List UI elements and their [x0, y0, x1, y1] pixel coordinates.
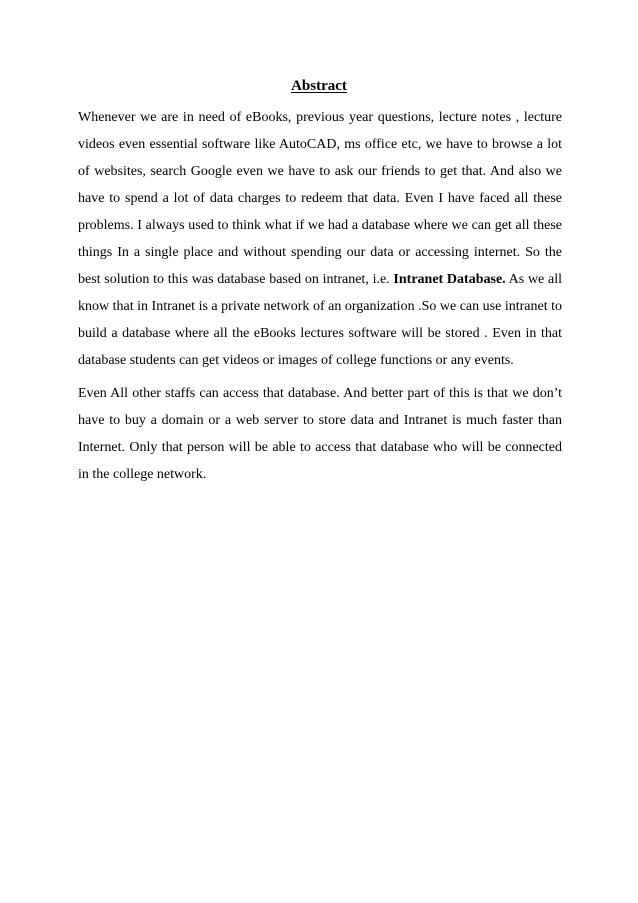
- page-title: Abstract: [291, 78, 347, 94]
- paragraph-1-text-after-bold: As we all know that in Intranet is a private network of an organization .So we can use intranet to build a database where all the eBooks lectures software will be stored . Even in that database students can get videos or images of college functions or any events.: [78, 272, 563, 368]
- paragraph-1-text-before-bold: Whenever we are in need of eBooks, previous year questions, lecture notes , lecture videos even essential software like AutoCAD, ms office etc, we have to browse a lot of websites, search Google even we have to ask our friends to get that. And also we have to spend a lot of data charges to redeem that data. Even I have faced all these problems. I always used to think what if we had a database where we can get all these things In a single place and without spending our data or accessing internet. So the best solution to this was database based on intranet, i.e.: [78, 110, 562, 287]
- abstract-paragraph-1: [78, 104, 562, 374]
- abstract-paragraph-2: Even All other staffs can access that database. And better part of this is that we don’t have to buy a domain or a web server to store data and Intranet is much faster than Internet. Only that person will be able to access that database who will be connected in the college network.: [78, 386, 562, 482]
- abstract-body: [78, 104, 562, 488]
- intranet-database-term: Intranet Database.: [393, 272, 506, 287]
